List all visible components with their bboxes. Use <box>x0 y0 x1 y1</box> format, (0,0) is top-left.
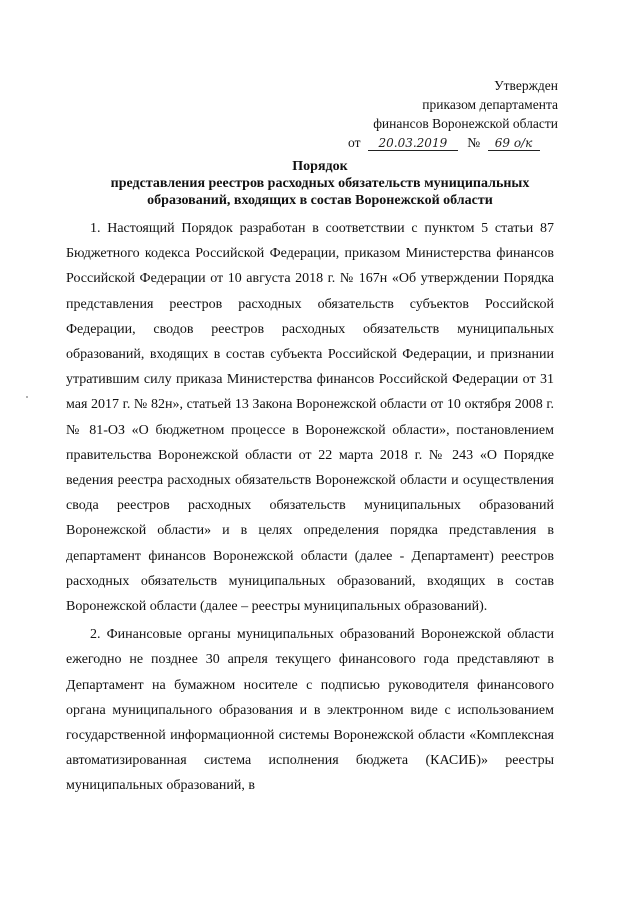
approval-stamp <box>348 76 558 152</box>
document-body <box>66 216 554 802</box>
handwritten-number: 69 о/к <box>488 137 540 151</box>
scan-speck <box>26 396 28 398</box>
approval-line-1: Утвержден <box>494 78 558 93</box>
handwritten-date: 20.03.2019 <box>368 137 458 151</box>
approval-line-3: финансов Воронежской области <box>373 116 558 131</box>
title-line-2: представления реестров расходных обязательств муниципальных <box>110 176 530 191</box>
title-line-1: Порядок <box>292 159 348 174</box>
approval-date-line <box>348 133 558 152</box>
paragraph-1: 1. Настоящий Порядок разработан в соответствии с пунктом 5 статьи 87 Бюджетного кодекса Российской Федерации, приказом Министерства финансов Российской Федерации от 10 августа 2018 г. № 167н «Об утверждении Порядка представления реестров расходных обязательств субъектов Российской Федерации, сводов реестров расходных обязательств муниципальных образований, входящих в состав субъекта Российской Федерации, и признании утратившим силу приказа Министерства финансов Российской Федерации от 31 мая 2017 г. № 82н», статьей 13 Закона Воронежской области от 10 октября 2008 г. № 81-ОЗ «О бюджетном процессе в Воронежской области», постановлением правительства Воронежской области от 22 марта 2018 г. № 243 «О Порядке ведения реестра расходных обязательств Воронежской области и осуществления свода реестров расходных обязательств муниципальных образований Воронежской области» и в целях определения порядка представления в департамент финансов Воронежской области (далее - Департамент) реестров расходных обязательств муниципальных образований, входящих в состав Воронежской области (далее – реестры муниципальных образований). <box>66 221 554 615</box>
approval-line-2: приказом департамента <box>422 97 558 112</box>
document-title <box>60 158 580 209</box>
date-prefix: от <box>348 135 361 150</box>
title-line-3: образований, входящих в состав Воронежской области <box>147 193 493 208</box>
number-prefix: № <box>467 135 481 150</box>
paragraph-2: 2. Финансовые органы муниципальных образований Воронежской области ежегодно не позднее 30 апреля текущего финансового года представляют в Департамент на бумажном носителе с подписью руководителя финансового органа муниципального образования и в электронном виде с использованием государственной информационной системы Воронежской области «Комплексная автоматизированная система исполнения бюджета (КАСИБ)» реестры муниципальных образований, в <box>66 627 554 794</box>
